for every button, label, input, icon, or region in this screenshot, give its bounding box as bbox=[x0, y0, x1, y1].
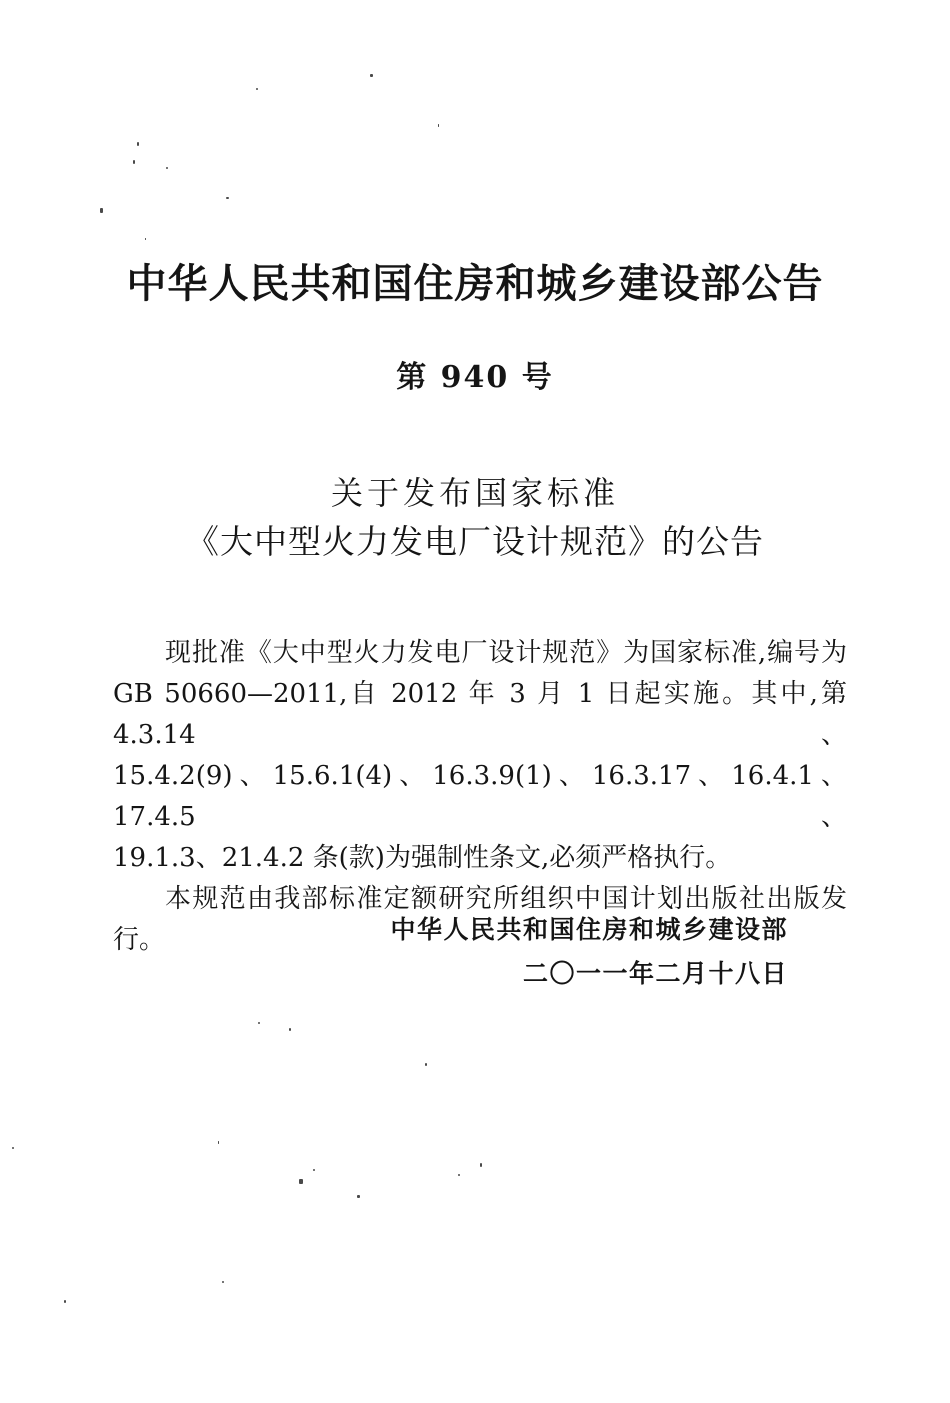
scan-speck bbox=[226, 197, 229, 199]
body-paragraph-1-line-4: 19.1.3、21.4.2 条(款)为强制性条文,必须严格执行。 bbox=[113, 843, 732, 873]
scan-speck bbox=[222, 1281, 224, 1283]
announcement-subtitle-line-1: 关于发布国家标准 bbox=[330, 474, 619, 512]
scan-speck bbox=[133, 160, 135, 164]
scan-speck bbox=[145, 238, 146, 240]
issuing-authority: 中华人民共和国住房和城乡建设部 bbox=[390, 915, 788, 944]
body-paragraph-2-line-2: 行。 bbox=[113, 925, 166, 955]
scan-speck bbox=[370, 74, 373, 77]
scan-speck bbox=[289, 1028, 291, 1031]
announcement-subtitle-line-2: 《大中型火力发电厂设计规范》的公告 bbox=[186, 522, 764, 561]
scan-speck bbox=[458, 1174, 460, 1176]
scan-speck bbox=[137, 142, 139, 146]
scan-speck bbox=[438, 124, 439, 127]
scan-speck bbox=[357, 1195, 360, 1198]
scan-speck bbox=[425, 1063, 427, 1066]
signature-block bbox=[390, 908, 788, 996]
scan-speck bbox=[299, 1179, 303, 1184]
body-paragraph-1-line-3: 15.4.2(9)、15.6.1(4)、16.3.9(1)、16.3.17、16.4.1、17.4.5、 bbox=[113, 761, 847, 832]
scan-speck bbox=[480, 1163, 482, 1167]
scan-speck bbox=[64, 1300, 66, 1303]
scan-speck bbox=[166, 167, 168, 169]
scan-speck bbox=[313, 1169, 315, 1171]
scan-speck bbox=[258, 1022, 260, 1024]
scan-speck bbox=[218, 1141, 219, 1144]
scan-speck bbox=[256, 88, 258, 90]
issue-date: 二〇一一年二月十八日 bbox=[522, 959, 788, 988]
body-paragraph-1-line-1: 现批准《大中型火力发电厂设计规范》为国家标准,编号为 bbox=[165, 638, 847, 668]
scan-speck bbox=[100, 208, 103, 213]
issue-number: 第 940 号 bbox=[396, 360, 554, 395]
body-paragraph-1-line-2: GB 50660—2011,自 2012 年 3 月 1 日起实施。其中,第4.3.14、 bbox=[113, 679, 847, 750]
body-paragraph-2-line-1: 本规范由我部标准定额研究所组织中国计划出版社出版发 bbox=[165, 884, 847, 914]
scan-speck bbox=[12, 1147, 14, 1149]
document-title: 中华人民共和国住房和城乡建设部公告 bbox=[126, 261, 824, 307]
